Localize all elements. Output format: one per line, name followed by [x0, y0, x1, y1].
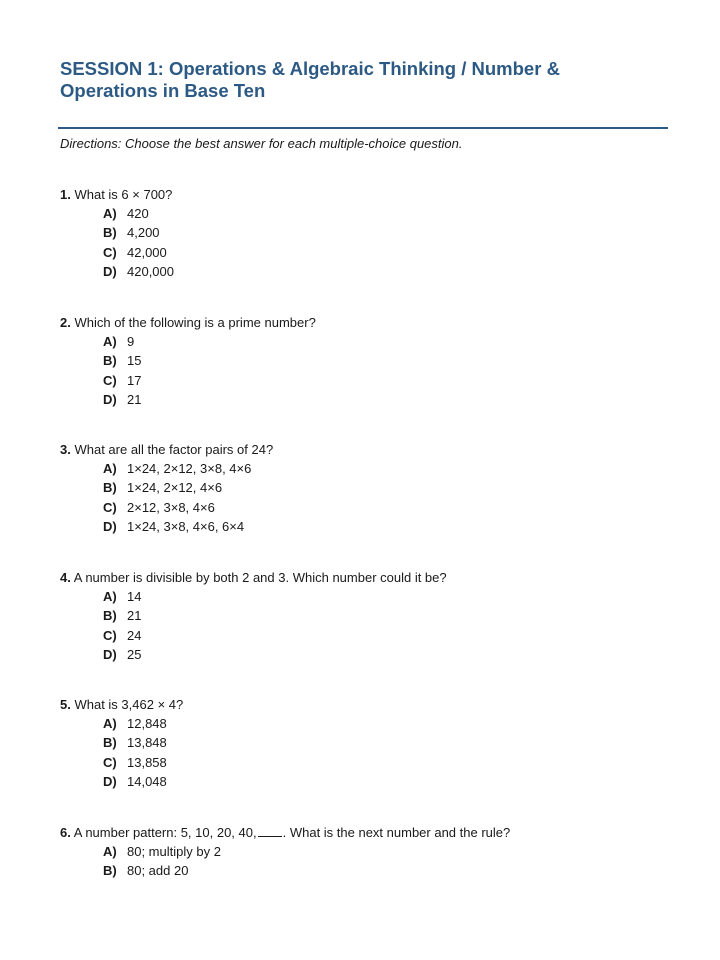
title-divider — [58, 127, 668, 129]
question-number: 4. — [60, 570, 71, 585]
option-letter: A) — [103, 334, 117, 349]
question-text: Which of the following is a prime number? — [74, 315, 316, 330]
option-text: 14,048 — [127, 773, 167, 789]
question-3 — [60, 440, 680, 536]
option-letter: A) — [103, 844, 117, 859]
option-text: 13,858 — [127, 754, 167, 770]
question-text: What is 3,462 × 4? — [74, 697, 184, 712]
option-letter: A) — [103, 206, 117, 221]
option-text: 13,848 — [127, 735, 167, 751]
option-letter: D) — [103, 518, 117, 534]
option-letter: B) — [103, 353, 117, 369]
answer-options — [60, 332, 680, 409]
answer-option[interactable] — [103, 459, 680, 478]
option-text: 420,000 — [127, 263, 174, 279]
option-letter: A) — [103, 589, 117, 604]
option-letter: D) — [103, 391, 117, 407]
option-text: 80; add 20 — [127, 863, 189, 879]
option-text: 24 — [127, 627, 142, 643]
answer-option[interactable] — [103, 204, 680, 223]
answer-option[interactable] — [103, 390, 680, 409]
question-text-before-blank: A number pattern: 5, 10, 20, 40, — [73, 825, 257, 840]
answer-options — [60, 842, 680, 881]
question-2 — [60, 313, 680, 409]
option-letter: A) — [103, 461, 117, 476]
answer-option[interactable] — [103, 772, 680, 791]
option-letter: C) — [103, 372, 117, 388]
question-6 — [60, 823, 680, 881]
question-text: A number is divisible by both 2 and 3. Which number could it be? — [73, 570, 447, 585]
option-text: 25 — [127, 646, 142, 662]
question-number: 3. — [60, 442, 71, 457]
option-letter: B) — [103, 735, 117, 751]
question-5 — [60, 695, 680, 791]
question-text: What is 6 × 700? — [74, 187, 173, 202]
answer-option[interactable] — [103, 606, 680, 625]
option-text: 12,848 — [127, 716, 167, 731]
question-stem — [60, 440, 680, 459]
answer-option[interactable] — [103, 861, 680, 880]
option-text: 14 — [127, 589, 142, 604]
option-text: 1×24, 2×12, 3×8, 4×6 — [127, 461, 252, 476]
directions-text: Directions: Choose the best answer for each multiple-choice question. — [60, 136, 463, 151]
answer-option[interactable] — [103, 351, 680, 370]
question-stem — [60, 568, 680, 587]
option-letter: C) — [103, 627, 117, 643]
option-letter: B) — [103, 480, 117, 496]
answer-option[interactable] — [103, 498, 680, 517]
question-4 — [60, 568, 680, 664]
answer-options — [60, 459, 680, 536]
option-letter: B) — [103, 225, 117, 241]
option-text: 15 — [127, 353, 142, 369]
answer-options — [60, 204, 680, 281]
option-letter: D) — [103, 646, 117, 662]
answer-option[interactable] — [103, 262, 680, 281]
answer-option[interactable] — [103, 753, 680, 772]
option-letter: B) — [103, 608, 117, 624]
answer-option[interactable] — [103, 223, 680, 242]
option-letter: C) — [103, 244, 117, 260]
question-number: 6. — [60, 825, 71, 840]
answer-option[interactable] — [103, 478, 680, 497]
answer-option[interactable] — [103, 517, 680, 536]
question-1 — [60, 185, 680, 281]
option-letter: D) — [103, 263, 117, 279]
option-text: 2×12, 3×8, 4×6 — [127, 499, 215, 515]
question-number: 2. — [60, 315, 71, 330]
answer-option[interactable] — [103, 332, 680, 351]
option-letter: A) — [103, 716, 117, 731]
answer-options — [60, 587, 680, 664]
option-letter: D) — [103, 773, 117, 789]
option-text: 4,200 — [127, 225, 160, 241]
answer-option[interactable] — [103, 842, 680, 861]
option-letter: C) — [103, 754, 117, 770]
answer-option[interactable] — [103, 645, 680, 664]
question-number: 1. — [60, 187, 71, 202]
session-title: SESSION 1: Operations & Algebraic Thinking / Number & Operations in Base Ten — [60, 58, 560, 101]
question-stem — [60, 185, 680, 204]
answer-option[interactable] — [103, 371, 680, 390]
option-text: 9 — [127, 334, 135, 349]
option-text: 1×24, 3×8, 4×6, 6×4 — [127, 518, 245, 534]
option-text: 1×24, 2×12, 4×6 — [127, 480, 223, 496]
question-number: 5. — [60, 697, 71, 712]
option-text: 420 — [127, 206, 149, 221]
option-letter: B) — [103, 863, 117, 879]
option-text: 17 — [127, 372, 142, 388]
option-text: 21 — [127, 608, 142, 624]
question-stem — [60, 313, 680, 332]
question-stem — [60, 823, 680, 842]
option-text: 21 — [127, 391, 142, 407]
option-text: 80; multiply by 2 — [127, 844, 221, 859]
fill-in-blank — [258, 826, 282, 837]
answer-option[interactable] — [103, 587, 680, 606]
answer-option[interactable] — [103, 714, 680, 733]
question-text: What are all the factor pairs of 24? — [74, 442, 274, 457]
option-letter: C) — [103, 499, 117, 515]
question-text-after-blank: . What is the next number and the rule? — [282, 825, 511, 840]
question-stem — [60, 695, 680, 714]
answer-options — [60, 714, 680, 791]
answer-option[interactable] — [103, 733, 680, 752]
option-text: 42,000 — [127, 244, 167, 260]
answer-option[interactable] — [103, 626, 680, 645]
answer-option[interactable] — [103, 243, 680, 262]
